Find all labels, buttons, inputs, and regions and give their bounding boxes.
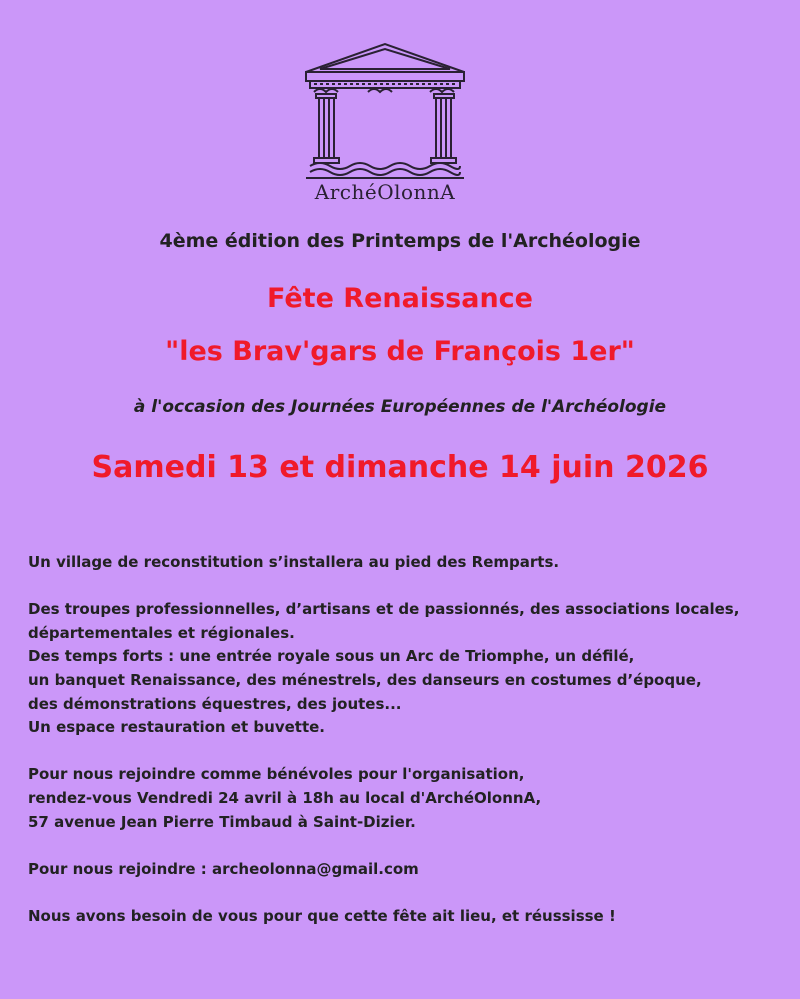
event-subtitle: "les Brav'gars de François 1er" bbox=[165, 336, 635, 367]
paragraph: Un espace restauration et buvette. bbox=[28, 718, 325, 737]
closing-line: Nous avons besoin de vous pour que cette fête ait lieu, et réussisse ! bbox=[28, 906, 616, 925]
edition-heading: 4ème édition des Printemps de l'Archéologie bbox=[159, 230, 641, 252]
event-title: Fête Renaissance bbox=[267, 283, 533, 314]
paragraph: 57 avenue Jean Pierre Timbaud à Saint-Dizier. bbox=[28, 812, 416, 831]
contact-line: Pour nous rejoindre : archeolonna@gmail.com bbox=[28, 859, 419, 878]
paragraph: Des troupes professionnelles, d’artisans et de passionnés, des associations locales, bbox=[28, 600, 740, 619]
brand-name: ArchéOlonnA bbox=[314, 180, 456, 204]
paragraph: Un village de reconstitution s’installera au pied des Remparts. bbox=[28, 553, 560, 571]
paragraph: un banquet Renaissance, des ménestrels, des danseurs en costumes d’époque, bbox=[28, 670, 702, 689]
occasion-line: à l'occasion des Journées Européennes de l'Archéologie bbox=[133, 397, 667, 417]
paragraph: des démonstrations équestres, des joutes... bbox=[28, 694, 402, 713]
paragraph: Des temps forts : une entrée royale sous un Arc de Triomphe, un défilé, bbox=[28, 647, 635, 666]
paragraph: départementales et régionales. bbox=[28, 623, 295, 642]
paragraph: Pour nous rejoindre comme bénévoles pour l'organisation, bbox=[28, 765, 525, 784]
paragraph: rendez-vous Vendredi 24 avril à 18h au local d'ArchéOlonnA, bbox=[28, 788, 542, 807]
event-dates: Samedi 13 et dimanche 14 juin 2026 bbox=[91, 450, 709, 485]
event-description bbox=[28, 551, 788, 929]
